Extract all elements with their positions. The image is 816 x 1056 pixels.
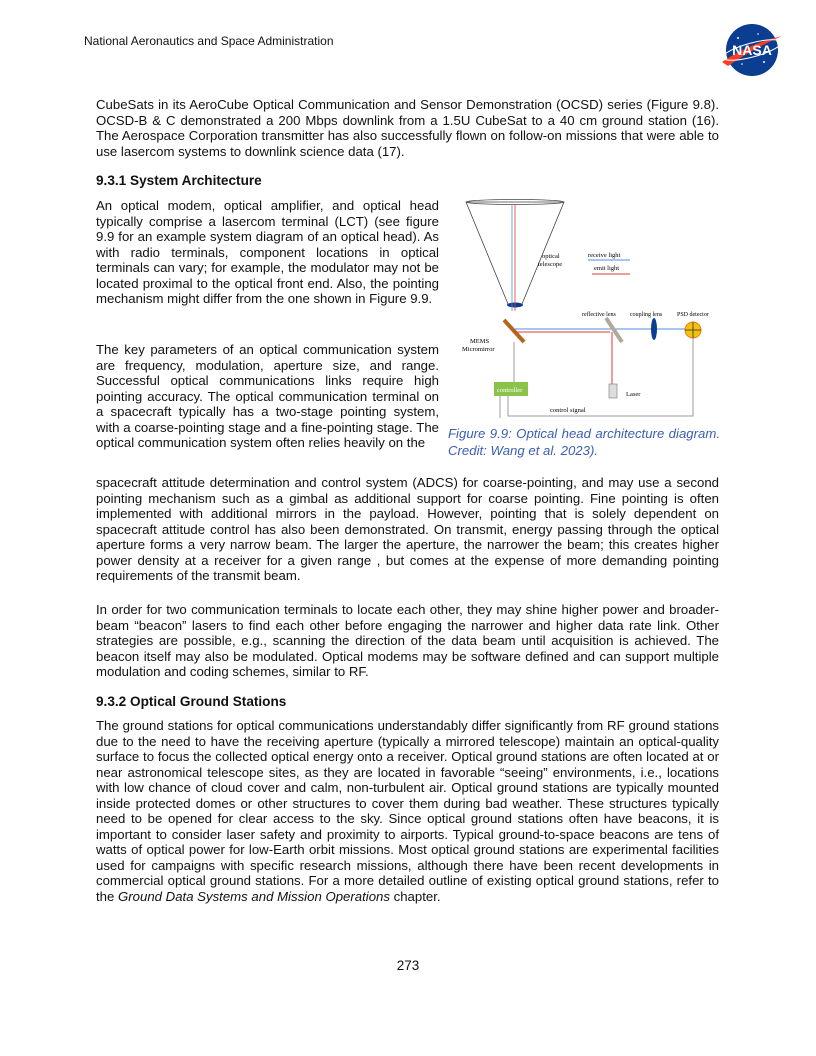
label-laser: Laser xyxy=(626,391,641,398)
paragraph-932-end: chapter. xyxy=(389,888,441,904)
label-mems-1: MEMS xyxy=(470,338,490,345)
paragraph-931-3: In order for two communication terminals to locate each other, they may shine higher power and broader-beam “beacon” lasers to find each other before engaging the narrower and higher data rate link. Other strategies are possible, e.g., scanning the direction of the data beam until acquisition is achieved. The beacon itself may also be modulated. Optical modems may be software defined and can support multiple modulation and coding schemes, similar to RF. xyxy=(96,602,719,679)
label-emit-light: emit light xyxy=(594,265,620,272)
paragraph-931-1: An optical modem, optical amplifier, and optical head typically comprise a lasercom terminal (LCT) (see figure 9.9 for an example system diagram of an optical head). As with radio terminals, component locations in optical terminals can vary; for example, the modulator may not be located proximal to the optical front end. Also, the pointing mechanism might differ from the one shown in Figure 9.9. xyxy=(96,198,439,306)
page-header: National Aeronautics and Space Administration xyxy=(84,34,334,48)
paragraph-931-2-narrow: The key parameters of an optical communication system are frequency, modulation, aperture size, and range. Successful optical communications links require high pointing accuracy. The optical communication terminal on a spacecraft typically has a two-stage pointing system, with a coarse-pointing stage and a fine-pointing stage. The optical communication system often relies heavily on the xyxy=(96,342,439,450)
label-controller: controller xyxy=(497,387,523,394)
nasa-logo-text: NASA xyxy=(732,42,772,58)
label-receive-light: receive light xyxy=(588,252,621,259)
heading-931: 9.3.1 System Architecture xyxy=(96,173,262,188)
nasa-logo xyxy=(718,22,786,78)
paragraph-931-2-wide: spacecraft attitude determination and control system (ADCS) for coarse-pointing, and may use a second pointing mechanism such as a gimbal as additional support for coarse pointing. Fine pointing is often implemented with additional mirrors in the payload. However, pointing that is solely dependent on spacecraft attitude control has also been demonstrated. On transmit, energy passing through the optical aperture forms a very narrow beam. The larger the aperture, the narrower the beam; this creates higher power density at a receiver for a given range , but comes at the expense of more demanding pointing requirements of the transmit beam. xyxy=(96,475,719,583)
label-telescope-2: telescope xyxy=(538,261,563,268)
label-mems-2: Micromirror xyxy=(462,346,495,353)
paragraph-932-1 xyxy=(96,718,719,904)
figure-caption: Figure 9.9: Optical head architecture diagram. Credit: Wang et al. 2023). xyxy=(448,426,720,458)
label-control-signal: control signal xyxy=(550,407,586,414)
label-reflective-lens: reflective lens xyxy=(582,312,616,318)
label-psd-detector: PSD detector xyxy=(677,312,709,318)
page-number: 273 xyxy=(396,958,420,973)
label-coupling-lens: coupling lens xyxy=(630,312,663,318)
paragraph-932-text: The ground stations for optical communications understandably differ significantly from RF ground stations due to the need to have the receiving aperture (typically a mirrored telescope) maintain an optical-quality surface to focus the collected optical energy onto a receiver. Optical ground stations are often located at or near astronomical telescope sites, as they are located in favorable “seeing” environments, i.e., locations with low chance of cloud cover and calm, non-turbulent air. Optical ground stations are typically mounted inside protected domes or other structures to cover them during bad weather. These structures typically need to be opened for clear access to the sky. Since optical ground stations often have beacons, it is important to consider laser safety and proximity to airports. Typical ground-to-space beacons are tens of watts of optical power for low-Earth orbit missions. Most optical ground stations are experimental facilities used for campaigns with specific research missions, although there have been recent developments in commercial optical ground stations. For a more detailed outline of existing optical ground stations, refer to the xyxy=(96,718,719,904)
intro-paragraph: CubeSats in its AeroCube Optical Communication and Sensor Demonstration (OCSD) series (Figure 9.8). OCSD-B & C demonstrated a 200 Mbps downlink from a 1.5U CubeSat to a 40 cm ground station (16). The Aerospace Corporation transmitter has also successfully flown on follow-on missions that were able to use lasercom systems to downlink science data (17). xyxy=(96,97,719,159)
optical-head-diagram xyxy=(448,196,720,420)
heading-932: 9.3.2 Optical Ground Stations xyxy=(96,694,287,709)
label-telescope-1: optical xyxy=(542,253,560,260)
chapter-reference: Ground Data Systems and Mission Operations xyxy=(118,888,390,904)
